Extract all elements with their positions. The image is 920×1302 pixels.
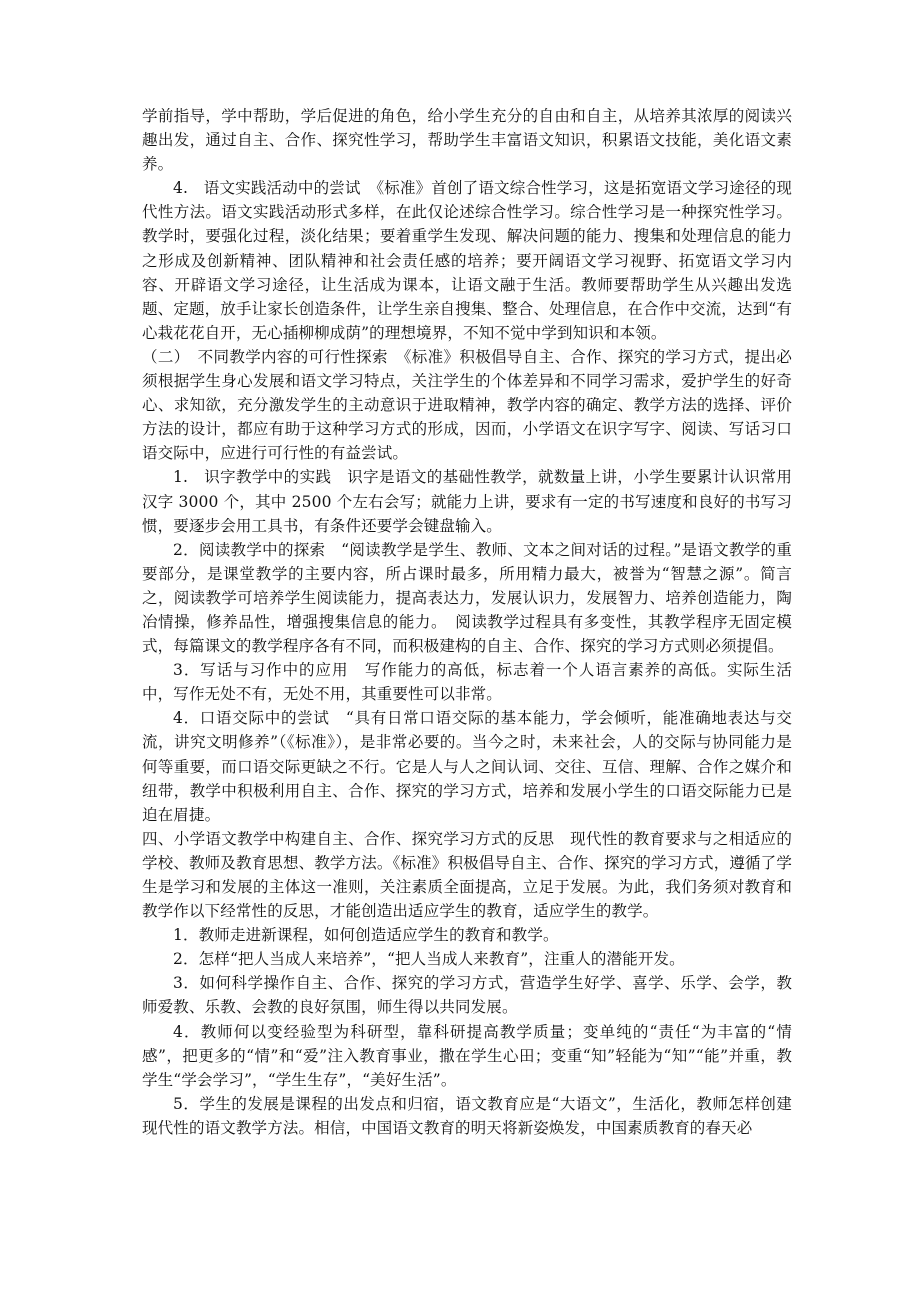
document-body — [142, 104, 792, 1140]
paragraph-7: 4．口语交际中的尝试 “具有日常口语交际的基本能力，学会倾听，能准确地表达与交流，讲究文明修养”（《标准》），是非常必要的。当今之时，未来社会，人的交际与协同能力是何等重要，而口语交际更缺之不行。它是人与人之间认词、交往、互信、理解、合作之媒介和纽带，教学中积极利用自主、合作、探究的学习方式，培养和发展小学生的口语交际能力已是迫在眉捷。 — [142, 709, 792, 824]
paragraph-3: （二） 不同教学内容的可行性探索 《标准》积极倡导自主、合作、探究的学习方式，提出必须根据学生身心发展和语文学习特点，关注学生的个体差异和不同学习需求，爱护学生的好奇心、求知欲，充分激发学生的主动意识于进取精神，教学内容的确定、教学方法的选择、评价方法的设计，都应有助于这种学习方式的形成，因而，小学语文在识字写字、阅读、写话习口语交际中，应进行可行性的有益尝试。 — [142, 347, 792, 463]
paragraph-11: 3．如何科学操作自主、合作、探究的学习方式，营造学生好学、喜学、乐学、会学，教师爱教、乐教、会教的良好氛围，师生得以共同发展。 — [142, 974, 792, 1017]
paragraph-6: 3．写话与习作中的应用 写作能力的高低，标志着一个人语言素养的高低。实际生活中，写作无处不有，无处不用，其重要性可以非常。 — [142, 661, 792, 704]
paragraph-5: 2．阅读教学中的探索 “阅读教学是学生、教师、文本之间对话的过程。”是语文教学的重要部分，是课堂教学的主要内容，所占课时最多，所用精力最大，被誉为“智慧之源”。简言之，阅读教学可培养学生阅读能力，提高表达力，发展认识力，发展智力、培养创造能力，陶冶情操，修养品性，增强搜集信息的能力。 阅读教学过程具有多变性，其教学程序无固定模式，每篇课文的教学程序各有不同，而积极建构的自主、合作、探究的学习方式则必须提倡。 — [142, 540, 792, 656]
paragraph-8: 四、小学语文教学中构建自主、合作、探究学习方式的反思 现代性的教育要求与之相适应的学校、教师及教育思想、教学方法。《标准》积极倡导自主、合作、探究的学习方式，遵循了学生是学习和发展的主体这一准则，关注素质全面提高，立足于发展。为此，我们务须对教育和教学作以下经常性的反思，才能创造出适应学生的教育，适应学生的教学。 — [142, 829, 792, 921]
paragraph-13: 5．学生的发展是课程的出发点和归宿，语文教育应是“大语文”，生活化，教师怎样创建现代性的语文教学方法。相信，中国语文教育的明天将新姿焕发，中国素质教育的春天必 — [142, 1094, 792, 1137]
paragraph-4: 1. 识字教学中的实践 识字是语文的基础性教学，就数量上讲，小学生要累计认识常用汉字 3000 个，其中 2500 个左右会写；就能力上讲，要求有一定的书写速度和良好的书写习惯，要逐步会用工具书，有条件还要学会键盘输入。 — [142, 468, 792, 535]
paragraph-1: 学前指导，学中帮助，学后促进的角色，给小学生充分的自由和自主，从培养其浓厚的阅读兴趣出发，通过自主、合作、探究性学习，帮助学生丰富语文知识，积累语文技能，美化语文素养。 — [142, 107, 792, 174]
paragraph-12: 4．教师何以变经验型为科研型，靠科研提高教学质量；变单纯的“责任“为丰富的“情感”，把更多的“情”和“爱”注入教育事业，撒在学生心田；变重“知”轻能为“知”“能”并重，教学生“学会学习”，“学生生存”，“美好生活”。 — [142, 1022, 792, 1089]
paragraph-2: 4. 语文实践活动中的尝试 《标准》首创了语文综合性学习，这是拓宽语文学习途径的现代性方法。语文实践活动形式多样，在此仅论述综合性学习。综合性学习是一种探究性学习。教学时，要强化过程，淡化结果；要着重学生发现、解决问题的能力、搜集和处理信息的能力之形成及创新精神、团队精神和社会责任感的培养；要开阔语文学习视野、拓宽语文学习内容、开辟语文学习途径，让生活成为课本，让语文融于生活。教师要帮助学生从兴趣出发选题、定题，放手让家长创造条件，让学生亲自搜集、整合、处理信息，在合作中交流，达到“有心栽花花自开，无心插柳柳成荫”的理想境界，不知不觉中学到知识和本领。 — [142, 179, 792, 342]
paragraph-9: 1．教师走进新课程，如何创造适应学生的教育和教学。 — [173, 926, 559, 945]
paragraph-10: 2．怎样“把人当成人来培养”，“把人当成人来教育”，注重人的潜能开发。 — [173, 950, 685, 969]
